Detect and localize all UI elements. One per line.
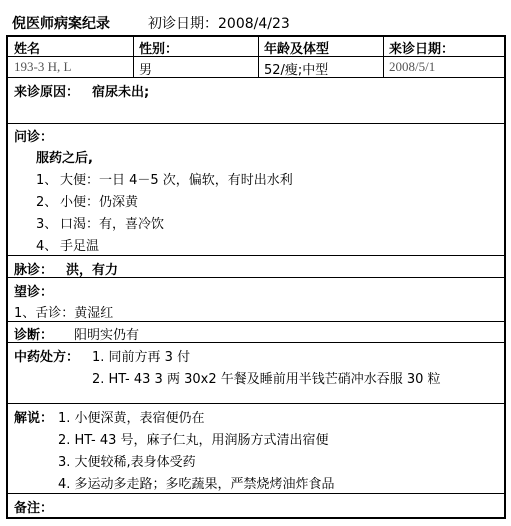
inquiry-item <box>36 213 164 232</box>
reason-value: 宿尿未出; <box>92 85 150 100</box>
item-number: 2、 <box>36 195 58 210</box>
age-body-type: 52/瘦;中型 <box>264 63 329 78</box>
grid-line <box>133 37 134 77</box>
item-text: 手足温 <box>60 239 100 254</box>
explanation-line: 2. HT- 43 号，麻子仁丸，用润肠方式清出宿便 <box>58 433 329 448</box>
inquiry-intro: 服药之后, <box>36 151 93 166</box>
grid-line <box>383 37 384 77</box>
name-header: 姓名 <box>14 42 41 57</box>
patient-sex: 男 <box>139 63 153 78</box>
record-header <box>12 10 502 32</box>
item-text: 大便：一日 4－5 次，偏软，有时出水利 <box>60 173 293 188</box>
look-label: 望诊： <box>14 285 54 300</box>
age-body-header: 年龄及体型 <box>264 42 330 57</box>
tongue-diagnosis: 1、舌诊：黄湿红 <box>14 306 114 321</box>
prescription-line: 1. 同前方再 3 付 <box>92 350 191 365</box>
pulse-label: 脉诊： <box>14 263 54 278</box>
sex-header: 性别： <box>139 42 179 57</box>
item-text: 口渴：有，喜冷饮 <box>60 217 165 232</box>
grid-line <box>8 255 504 256</box>
pulse-value: 洪，有力 <box>66 263 119 278</box>
grid-line <box>8 123 504 124</box>
case-record-table <box>6 35 506 519</box>
explanation-label: 解说： <box>14 411 54 426</box>
inquiry-item <box>36 169 293 188</box>
item-number: 1、 <box>36 173 58 188</box>
inquiry-label: 问诊： <box>14 130 54 145</box>
diagnosis-label: 诊断： <box>14 328 54 343</box>
prescription-line: 2. HT- 43 3 两 30x2 午餐及睡前用半钱芒硝冲水吞服 30 粒 <box>92 372 441 387</box>
remarks-label: 备注： <box>14 501 54 516</box>
explanation-line: 4. 多运动多走路；多吃蔬果，严禁烧烤油炸食品 <box>58 477 335 492</box>
item-number: 3、 <box>36 217 58 232</box>
record-title: 倪医师病案纪录 <box>12 16 110 32</box>
reason-label: 来诊原因： <box>14 85 80 100</box>
grid-line <box>8 403 504 404</box>
first-visit-date: 初诊日期：2008/4/23 <box>148 16 290 32</box>
explanation-line: 3. 大便较稀,表身体受药 <box>58 455 196 470</box>
item-text: 小便：仍深黄 <box>60 195 139 210</box>
prescription-label: 中药处方： <box>14 350 80 365</box>
grid-line <box>258 37 259 77</box>
grid-line <box>8 493 504 494</box>
visit-date-header: 来诊日期： <box>389 42 455 57</box>
inquiry-item <box>36 191 138 210</box>
visit-date: 2008/5/1 <box>389 59 436 74</box>
grid-line <box>8 77 504 78</box>
item-number: 4、 <box>36 239 58 254</box>
explanation-line: 1. 小便深黄，表宿便仍在 <box>58 411 205 426</box>
grid-line <box>8 321 504 322</box>
diagnosis-value: 阳明实仍有 <box>74 328 140 343</box>
patient-id: 193-3 H, L <box>14 59 72 74</box>
inquiry-item <box>36 235 99 254</box>
